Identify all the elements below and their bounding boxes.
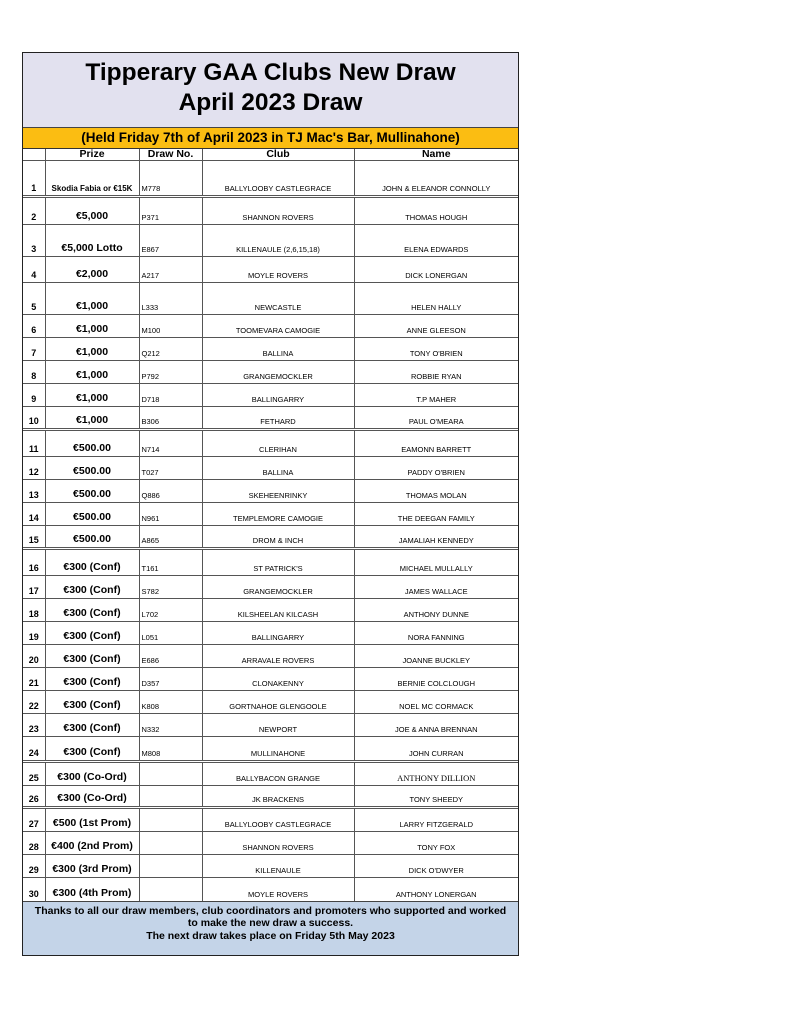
row-number: 18 — [23, 599, 45, 622]
prize-cell: €300 (Conf) — [45, 576, 139, 599]
winner-name-cell: JOHN CURRAN — [354, 737, 518, 762]
club-cell: GORTNAHOE GLENGOOLE — [202, 691, 354, 714]
page-title: Tipperary GAA Clubs New Draw — [85, 59, 456, 86]
winner-name-cell: JOHN & ELEANOR CONNOLLY — [354, 161, 518, 197]
footer-line-1: Thanks to all our draw members, club coordinators and promoters who supported and worked — [34, 904, 507, 917]
prize-cell: €400 (2nd Prom) — [45, 832, 139, 855]
row-number: 5 — [23, 283, 45, 315]
club-cell: JK BRACKENS — [202, 786, 354, 808]
club-cell: BALLYLOOBY CASTLEGRACE — [202, 161, 354, 197]
table-row — [23, 622, 518, 645]
table-row — [23, 832, 518, 855]
table-row — [23, 714, 518, 737]
row-number: 27 — [23, 808, 45, 832]
row-number: 20 — [23, 645, 45, 668]
prize-cell: €5,000 Lotto — [45, 225, 139, 257]
winner-name-cell: JAMALIAH KENNEDY — [354, 526, 518, 549]
page-subtitle: April 2023 Draw — [178, 89, 363, 116]
winner-name-cell: T.P MAHER — [354, 384, 518, 407]
prize-cell: €300 (Conf) — [45, 599, 139, 622]
club-cell: CLONAKENNY — [202, 668, 354, 691]
footer-note — [23, 901, 518, 955]
table-row — [23, 855, 518, 878]
row-number: 30 — [23, 878, 45, 901]
draw-number-cell: D718 — [139, 384, 202, 407]
prize-cell: €300 (Conf) — [45, 737, 139, 762]
draw-number-cell: E686 — [139, 645, 202, 668]
club-cell: DROM & INCH — [202, 526, 354, 549]
table-header-row — [23, 149, 518, 161]
winner-name-cell: PADDY O'BRIEN — [354, 457, 518, 480]
draw-number-cell: D357 — [139, 668, 202, 691]
row-number: 22 — [23, 691, 45, 714]
winner-name-cell: NOEL MC CORMACK — [354, 691, 518, 714]
draw-number-cell: S782 — [139, 576, 202, 599]
winner-name-cell: BERNIE COLCLOUGH — [354, 668, 518, 691]
draw-number-cell — [139, 762, 202, 786]
winner-name-cell: LARRY FITZGERALD — [354, 808, 518, 832]
prize-cell: €300 (Conf) — [45, 668, 139, 691]
table-row — [23, 361, 518, 384]
row-number: 16 — [23, 549, 45, 576]
club-cell: KILSHEELAN KILCASH — [202, 599, 354, 622]
club-cell: BALLYLOOBY CASTLEGRACE — [202, 808, 354, 832]
prize-cell: €300 (Conf) — [45, 714, 139, 737]
winner-name-cell: PAUL O'MEARA — [354, 407, 518, 430]
prize-cell: Skodia Fabia or €15K — [45, 161, 139, 197]
row-number: 23 — [23, 714, 45, 737]
table-row — [23, 225, 518, 257]
prize-cell: €300 (Co-Ord) — [45, 762, 139, 786]
row-number: 2 — [23, 197, 45, 225]
draw-number-cell: A865 — [139, 526, 202, 549]
row-number: 1 — [23, 161, 45, 197]
winner-name-cell: JOANNE BUCKLEY — [354, 645, 518, 668]
table-row — [23, 430, 518, 457]
title-block — [23, 53, 518, 128]
table-row — [23, 457, 518, 480]
club-cell: CLERIHAN — [202, 430, 354, 457]
winner-name-cell: MICHAEL MULLALLY — [354, 549, 518, 576]
table-row — [23, 503, 518, 526]
header-club: Club — [202, 149, 354, 161]
table-row — [23, 315, 518, 338]
draw-number-cell: P371 — [139, 197, 202, 225]
table-row — [23, 668, 518, 691]
club-cell: MOYLE ROVERS — [202, 878, 354, 901]
table-row — [23, 599, 518, 622]
row-number: 6 — [23, 315, 45, 338]
header-prize: Prize — [45, 149, 139, 161]
winner-name-cell: JOE & ANNA BRENNAN — [354, 714, 518, 737]
prize-cell: €500.00 — [45, 526, 139, 549]
prize-cell: €300 (Co-Ord) — [45, 786, 139, 808]
row-number: 9 — [23, 384, 45, 407]
row-number: 14 — [23, 503, 45, 526]
table-row — [23, 762, 518, 786]
row-number: 11 — [23, 430, 45, 457]
table-row — [23, 407, 518, 430]
draw-number-cell: A217 — [139, 257, 202, 283]
prize-cell: €1,000 — [45, 384, 139, 407]
table-row — [23, 737, 518, 762]
draw-number-cell — [139, 808, 202, 832]
table-row — [23, 526, 518, 549]
row-number: 10 — [23, 407, 45, 430]
club-cell: MULLINAHONE — [202, 737, 354, 762]
row-number: 24 — [23, 737, 45, 762]
club-cell: GRANGEMOCKLER — [202, 576, 354, 599]
winner-name-cell: ANTHONY DILLION — [354, 762, 518, 786]
draw-number-cell: L702 — [139, 599, 202, 622]
table-row — [23, 257, 518, 283]
winner-name-cell: ANTHONY LONERGAN — [354, 878, 518, 901]
winner-name-cell: TONY FOX — [354, 832, 518, 855]
prize-cell: €1,000 — [45, 338, 139, 361]
winner-name-cell: THOMAS HOUGH — [354, 197, 518, 225]
winner-name-cell: EAMONN BARRETT — [354, 430, 518, 457]
prize-cell: €1,000 — [45, 407, 139, 430]
prize-cell: €1,000 — [45, 361, 139, 384]
draw-number-cell: K808 — [139, 691, 202, 714]
club-cell: ST PATRICK'S — [202, 549, 354, 576]
header-draw-no: Draw No. — [139, 149, 202, 161]
draw-number-cell — [139, 855, 202, 878]
row-number: 19 — [23, 622, 45, 645]
row-number: 29 — [23, 855, 45, 878]
prize-cell: €300 (4th Prom) — [45, 878, 139, 901]
held-banner: (Held Friday 7th of April 2023 in TJ Mac's Bar, Mullinahone) — [23, 128, 518, 149]
winner-name-cell: NORA FANNING — [354, 622, 518, 645]
prize-cell: €300 (3rd Prom) — [45, 855, 139, 878]
table-row — [23, 549, 518, 576]
table-row — [23, 384, 518, 407]
draw-number-cell: E867 — [139, 225, 202, 257]
draw-number-cell: Q212 — [139, 338, 202, 361]
row-number: 12 — [23, 457, 45, 480]
results-table — [23, 149, 518, 901]
club-cell: ARRAVALE ROVERS — [202, 645, 354, 668]
draw-number-cell — [139, 832, 202, 855]
draw-number-cell: T161 — [139, 549, 202, 576]
draw-number-cell — [139, 786, 202, 808]
row-number: 25 — [23, 762, 45, 786]
winner-name-cell: ANTHONY DUNNE — [354, 599, 518, 622]
club-cell: BALLINGARRY — [202, 622, 354, 645]
prize-cell: €300 (Conf) — [45, 691, 139, 714]
winner-name-cell: HELEN HALLY — [354, 283, 518, 315]
row-number: 15 — [23, 526, 45, 549]
prize-cell: €500.00 — [45, 430, 139, 457]
draw-number-cell: N332 — [139, 714, 202, 737]
draw-number-cell: M808 — [139, 737, 202, 762]
prize-cell: €300 (Conf) — [45, 645, 139, 668]
prize-cell: €300 (Conf) — [45, 622, 139, 645]
draw-number-cell: B306 — [139, 407, 202, 430]
table-row — [23, 645, 518, 668]
club-cell: MOYLE ROVERS — [202, 257, 354, 283]
footer-line-2: to make the new draw a success. — [187, 917, 354, 929]
row-number: 4 — [23, 257, 45, 283]
header-name: Name — [354, 149, 518, 161]
prize-cell: €500 (1st Prom) — [45, 808, 139, 832]
club-cell: NEWCASTLE — [202, 283, 354, 315]
winner-name-cell: TONY SHEEDY — [354, 786, 518, 808]
row-number: 3 — [23, 225, 45, 257]
draw-number-cell: L333 — [139, 283, 202, 315]
draw-number-cell: N714 — [139, 430, 202, 457]
row-number: 13 — [23, 480, 45, 503]
winner-name-cell: DICK LONERGAN — [354, 257, 518, 283]
draw-number-cell: M100 — [139, 315, 202, 338]
winner-name-cell: DICK O'DWYER — [354, 855, 518, 878]
club-cell: BALLYBACON GRANGE — [202, 762, 354, 786]
header-number — [23, 149, 45, 161]
club-cell: TEMPLEMORE CAMOGIE — [202, 503, 354, 526]
table-row — [23, 283, 518, 315]
winner-name-cell: JAMES WALLACE — [354, 576, 518, 599]
club-cell: BALLINA — [202, 338, 354, 361]
footer-line-3: The next draw takes place on Friday 5th May 2023 — [146, 929, 395, 942]
club-cell: BALLINGARRY — [202, 384, 354, 407]
draw-number-cell: L051 — [139, 622, 202, 645]
table-row — [23, 786, 518, 808]
table-row — [23, 338, 518, 361]
draw-number-cell — [139, 878, 202, 901]
draw-number-cell: P792 — [139, 361, 202, 384]
prize-cell: €5,000 — [45, 197, 139, 225]
row-number: 26 — [23, 786, 45, 808]
table-row — [23, 197, 518, 225]
draw-results-sheet — [22, 52, 519, 956]
club-cell: GRANGEMOCKLER — [202, 361, 354, 384]
club-cell: BALLINA — [202, 457, 354, 480]
club-cell: NEWPORT — [202, 714, 354, 737]
table-row — [23, 808, 518, 832]
prize-cell: €500.00 — [45, 503, 139, 526]
prize-cell: €500.00 — [45, 457, 139, 480]
prize-cell: €500.00 — [45, 480, 139, 503]
winner-name-cell: ROBBIE RYAN — [354, 361, 518, 384]
prize-cell: €300 (Conf) — [45, 549, 139, 576]
prize-cell: €2,000 — [45, 257, 139, 283]
table-row — [23, 480, 518, 503]
row-number: 28 — [23, 832, 45, 855]
prize-cell: €1,000 — [45, 283, 139, 315]
draw-number-cell: N961 — [139, 503, 202, 526]
winner-name-cell: ELENA EDWARDS — [354, 225, 518, 257]
draw-number-cell: T027 — [139, 457, 202, 480]
row-number: 8 — [23, 361, 45, 384]
table-row — [23, 691, 518, 714]
winner-name-cell: ANNE GLEESON — [354, 315, 518, 338]
table-row — [23, 878, 518, 901]
prize-cell: €1,000 — [45, 315, 139, 338]
club-cell: SKEHEENRINKY — [202, 480, 354, 503]
row-number: 21 — [23, 668, 45, 691]
row-number: 17 — [23, 576, 45, 599]
club-cell: TOOMEVARA CAMOGIE — [202, 315, 354, 338]
club-cell: SHANNON ROVERS — [202, 197, 354, 225]
draw-number-cell: Q886 — [139, 480, 202, 503]
winner-name-cell: TONY O'BRIEN — [354, 338, 518, 361]
club-cell: FETHARD — [202, 407, 354, 430]
draw-number-cell: M778 — [139, 161, 202, 197]
winner-name-cell: THOMAS MOLAN — [354, 480, 518, 503]
club-cell: KILLENAULE — [202, 855, 354, 878]
table-row — [23, 576, 518, 599]
club-cell: KILLENAULE (2,6,15,18) — [202, 225, 354, 257]
club-cell: SHANNON ROVERS — [202, 832, 354, 855]
row-number: 7 — [23, 338, 45, 361]
table-row — [23, 161, 518, 197]
winner-name-cell: THE DEEGAN FAMILY — [354, 503, 518, 526]
